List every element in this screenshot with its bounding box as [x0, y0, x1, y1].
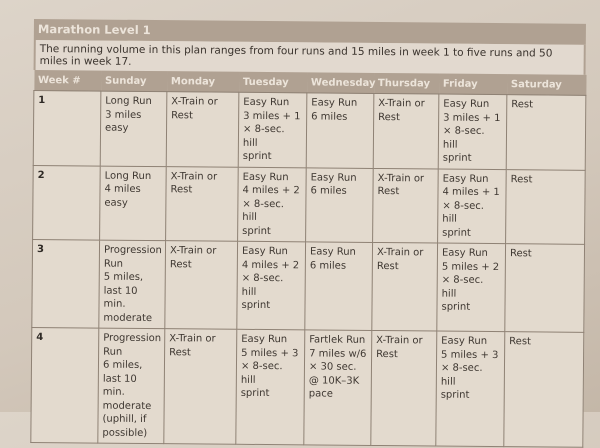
workout-cell: Easy Run 6 miles	[306, 167, 374, 242]
table-title: Marathon Level 1	[34, 19, 586, 45]
workout-cell: X-Train or Rest	[164, 329, 237, 445]
workout-cell: X-Train or Rest	[165, 241, 238, 330]
workout-cell: Progression Run 5 miles, last 10 min. moderate	[99, 240, 166, 329]
column-header-monday: Monday	[167, 71, 239, 92]
workout-cell: Long Run 4 miles easy	[100, 166, 167, 241]
table-description: The running volume in this plan ranges from four runs and 15 miles in week 1 to five runs and 50 miles in week 17.	[34, 40, 586, 75]
column-header-thursday: Thursday	[374, 73, 439, 94]
workout-cell: Easy Run 5 miles + 3 × 8-sec. hill sprint	[236, 329, 305, 445]
week-number-cell: 4	[31, 327, 99, 443]
workout-cell: Easy Run 4 miles + 2 × 8-sec. hill sprint	[238, 167, 307, 242]
table-row	[33, 91, 586, 170]
table-row	[32, 239, 585, 332]
column-header-week: Week #	[34, 70, 101, 91]
workout-cell: Rest	[506, 95, 586, 170]
workout-cell: Progression Run 6 miles, last 10 min. moderate (uphill, if possible)	[98, 328, 165, 444]
table-row	[31, 327, 584, 447]
workout-cell: Easy Run 6 miles	[305, 242, 373, 331]
workout-cell: Easy Run 6 miles	[306, 93, 374, 168]
training-plan-table	[30, 70, 586, 448]
workout-cell: Easy Run 5 miles + 3 × 8-sec. hill sprint	[436, 331, 505, 447]
column-header-wednesday: Wednesday	[307, 72, 374, 93]
workout-cell: X-Train or Rest	[166, 166, 239, 241]
column-header-friday: Friday	[439, 74, 507, 95]
workout-cell: Fartlek Run 7 miles w/6 × 30 sec. @ 10K–3K pace	[304, 330, 372, 446]
workout-cell: X-Train or Rest	[166, 92, 239, 167]
workout-cell: X-Train or Rest	[372, 242, 438, 331]
workout-cell: X-Train or Rest	[371, 330, 437, 446]
week-number-cell: 2	[33, 165, 101, 240]
workout-cell: X-Train or Rest	[373, 93, 439, 168]
workout-cell: Rest	[506, 169, 586, 244]
training-plan-table-container	[30, 19, 586, 448]
workout-cell: Easy Run 3 miles + 1 × 8-sec. hill sprint	[438, 94, 507, 169]
workout-cell: Easy Run 5 miles + 2 × 8-sec. hill sprint	[437, 243, 506, 332]
workout-cell: Rest	[505, 244, 585, 333]
week-number-cell: 1	[33, 91, 101, 166]
table-row	[33, 165, 586, 244]
workout-cell: Easy Run 4 miles + 2 × 8-sec. hill sprint	[237, 241, 306, 330]
workout-cell: Long Run 3 miles easy	[100, 91, 167, 166]
workout-cell: Rest	[504, 332, 584, 448]
workout-cell: X-Train or Rest	[373, 168, 439, 243]
column-header-tuesday: Tuesday	[239, 72, 307, 93]
workout-cell: Easy Run 3 miles + 1 × 8-sec. hill sprint	[238, 92, 307, 167]
column-header-saturday: Saturday	[507, 74, 586, 95]
week-number-cell: 3	[32, 239, 100, 328]
workout-cell: Easy Run 4 miles + 1 × 8-sec. hill sprint	[438, 169, 507, 244]
column-header-sunday: Sunday	[101, 71, 167, 92]
